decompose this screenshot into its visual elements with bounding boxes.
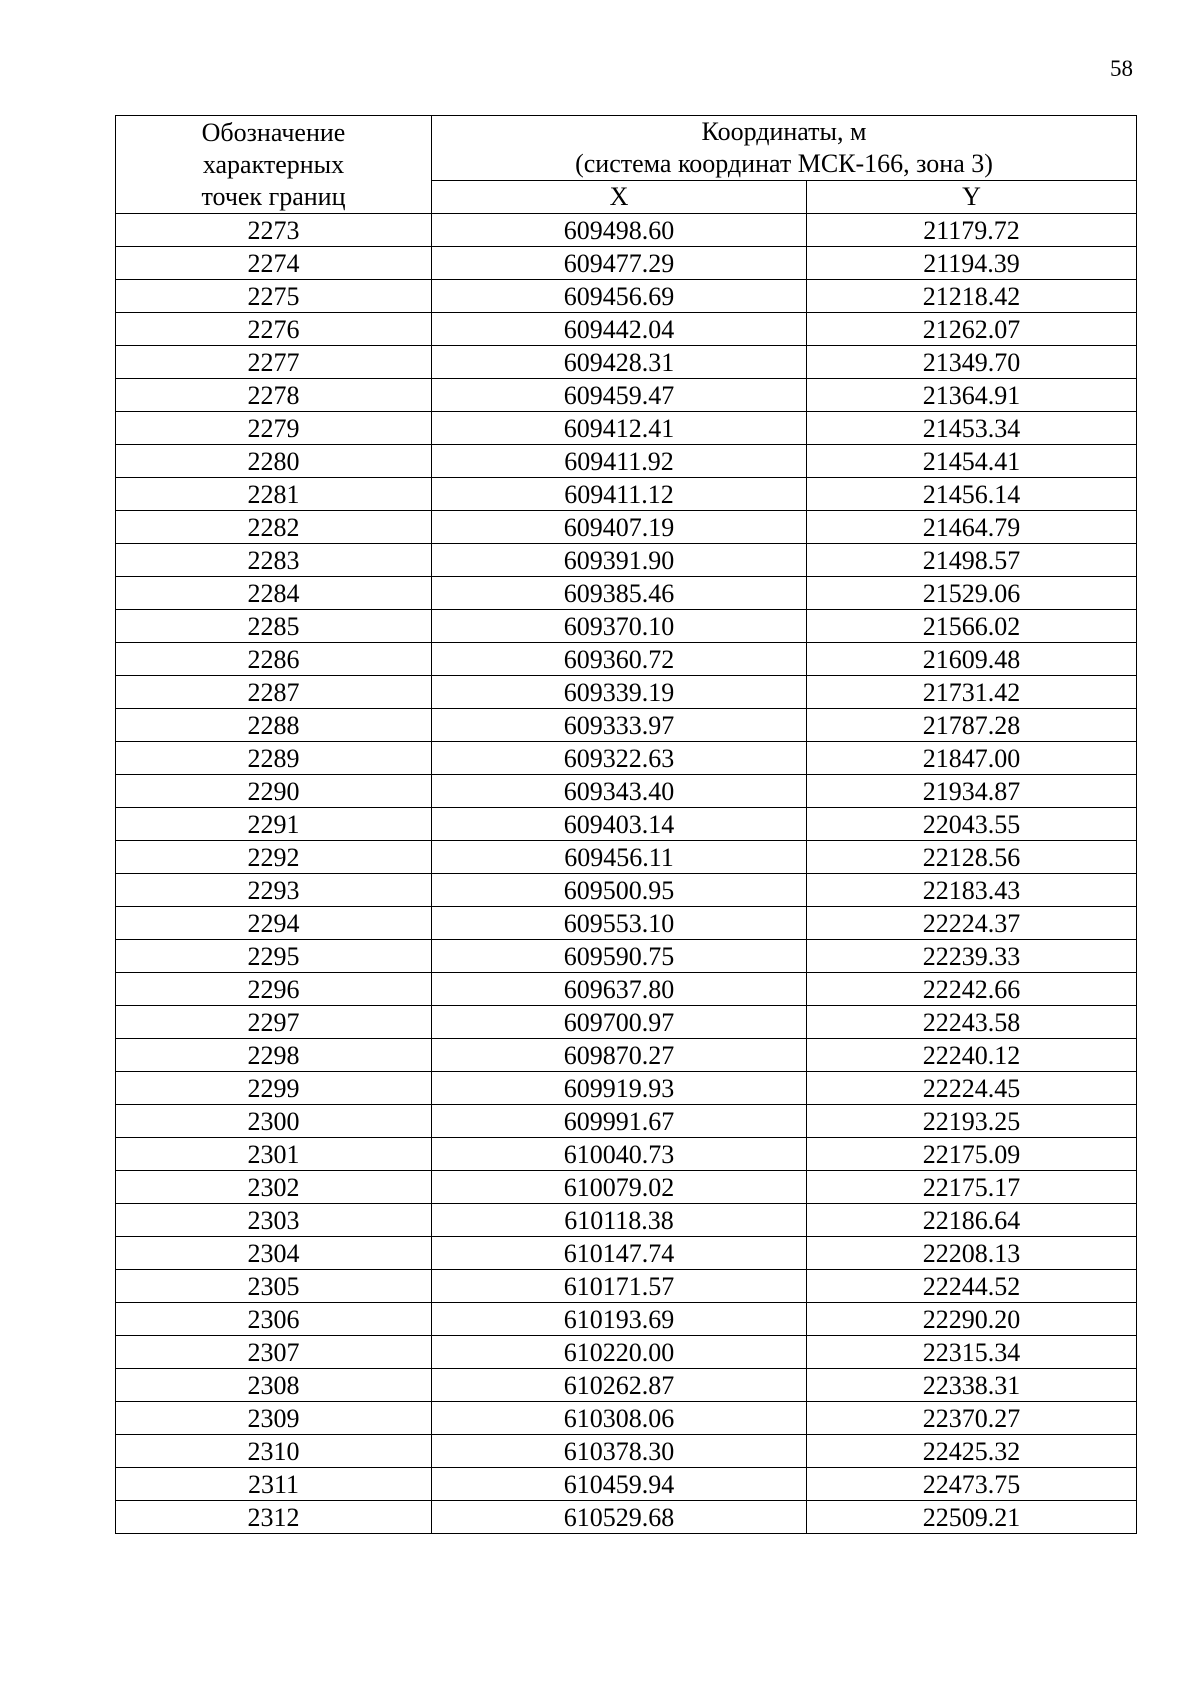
cell-x: 609411.12 bbox=[432, 478, 807, 511]
header-designation-line: характерных bbox=[202, 149, 345, 179]
cell-y: 21731.42 bbox=[807, 676, 1137, 709]
cell-y: 22338.31 bbox=[807, 1369, 1137, 1402]
table-row bbox=[116, 742, 1137, 775]
cell-x: 609407.19 bbox=[432, 511, 807, 544]
header-point-designation bbox=[116, 116, 432, 214]
cell-x: 610220.00 bbox=[432, 1336, 807, 1369]
table-row bbox=[116, 1006, 1137, 1039]
header-coordinates-title: Координаты, м bbox=[701, 117, 867, 146]
table-row bbox=[116, 478, 1137, 511]
cell-point: 2289 bbox=[116, 742, 432, 775]
cell-point: 2301 bbox=[116, 1138, 432, 1171]
cell-x: 609339.19 bbox=[432, 676, 807, 709]
table-row bbox=[116, 808, 1137, 841]
cell-point: 2288 bbox=[116, 709, 432, 742]
cell-point: 2304 bbox=[116, 1237, 432, 1270]
cell-y: 21498.57 bbox=[807, 544, 1137, 577]
table-row bbox=[116, 1369, 1137, 1402]
cell-y: 22224.37 bbox=[807, 907, 1137, 940]
table-row bbox=[116, 643, 1137, 676]
table-row bbox=[116, 1039, 1137, 1072]
cell-point: 2284 bbox=[116, 577, 432, 610]
table-row bbox=[116, 247, 1137, 280]
cell-x: 610040.73 bbox=[432, 1138, 807, 1171]
header-coordinates bbox=[432, 116, 1137, 181]
cell-x: 609385.46 bbox=[432, 577, 807, 610]
table-row bbox=[116, 676, 1137, 709]
table-row bbox=[116, 973, 1137, 1006]
cell-point: 2306 bbox=[116, 1303, 432, 1336]
table-row bbox=[116, 511, 1137, 544]
cell-point: 2298 bbox=[116, 1039, 432, 1072]
cell-x: 610171.57 bbox=[432, 1270, 807, 1303]
cell-y: 22175.09 bbox=[807, 1138, 1137, 1171]
cell-x: 609477.29 bbox=[432, 247, 807, 280]
cell-point: 2275 bbox=[116, 280, 432, 313]
cell-y: 22243.58 bbox=[807, 1006, 1137, 1039]
table-row bbox=[116, 1105, 1137, 1138]
cell-point: 2302 bbox=[116, 1171, 432, 1204]
cell-point: 2286 bbox=[116, 643, 432, 676]
cell-point: 2305 bbox=[116, 1270, 432, 1303]
cell-x: 609343.40 bbox=[432, 775, 807, 808]
table-row bbox=[116, 1402, 1137, 1435]
table-row bbox=[116, 412, 1137, 445]
cell-point: 2296 bbox=[116, 973, 432, 1006]
table-row bbox=[116, 1303, 1137, 1336]
cell-y: 22290.20 bbox=[807, 1303, 1137, 1336]
cell-point: 2287 bbox=[116, 676, 432, 709]
cell-x: 609428.31 bbox=[432, 346, 807, 379]
cell-point: 2300 bbox=[116, 1105, 432, 1138]
cell-point: 2280 bbox=[116, 445, 432, 478]
table-row bbox=[116, 1270, 1137, 1303]
cell-point: 2273 bbox=[116, 214, 432, 247]
cell-y: 21609.48 bbox=[807, 643, 1137, 676]
cell-point: 2299 bbox=[116, 1072, 432, 1105]
cell-y: 21566.02 bbox=[807, 610, 1137, 643]
cell-point: 2293 bbox=[116, 874, 432, 907]
cell-x: 609456.69 bbox=[432, 280, 807, 313]
cell-point: 2283 bbox=[116, 544, 432, 577]
cell-y: 21456.14 bbox=[807, 478, 1137, 511]
header-coordinates-system: (система координат МСК-166, зона 3) bbox=[575, 149, 993, 178]
table-row bbox=[116, 1468, 1137, 1501]
cell-x: 609498.60 bbox=[432, 214, 807, 247]
table-row bbox=[116, 907, 1137, 940]
table-row bbox=[116, 709, 1137, 742]
cell-y: 22208.13 bbox=[807, 1237, 1137, 1270]
table-row bbox=[116, 313, 1137, 346]
table-row bbox=[116, 1435, 1137, 1468]
table-row bbox=[116, 874, 1137, 907]
cell-y: 21349.70 bbox=[807, 346, 1137, 379]
cell-y: 22370.27 bbox=[807, 1402, 1137, 1435]
table-row bbox=[116, 1501, 1137, 1534]
cell-y: 22239.33 bbox=[807, 940, 1137, 973]
cell-x: 610262.87 bbox=[432, 1369, 807, 1402]
cell-point: 2277 bbox=[116, 346, 432, 379]
table-row bbox=[116, 214, 1137, 247]
table-row bbox=[116, 775, 1137, 808]
table-row bbox=[116, 379, 1137, 412]
coordinates-table bbox=[115, 115, 1137, 1534]
cell-x: 609700.97 bbox=[432, 1006, 807, 1039]
cell-point: 2285 bbox=[116, 610, 432, 643]
table-row bbox=[116, 445, 1137, 478]
table-row bbox=[116, 1204, 1137, 1237]
table-header-row bbox=[116, 116, 1137, 181]
cell-y: 21194.39 bbox=[807, 247, 1137, 280]
cell-point: 2278 bbox=[116, 379, 432, 412]
cell-point: 2281 bbox=[116, 478, 432, 511]
table-row bbox=[116, 1336, 1137, 1369]
table-row bbox=[116, 280, 1137, 313]
table-row bbox=[116, 1138, 1137, 1171]
cell-y: 22425.32 bbox=[807, 1435, 1137, 1468]
header-x: X bbox=[432, 181, 807, 214]
cell-x: 609456.11 bbox=[432, 841, 807, 874]
cell-y: 21529.06 bbox=[807, 577, 1137, 610]
cell-point: 2312 bbox=[116, 1501, 432, 1534]
cell-x: 610308.06 bbox=[432, 1402, 807, 1435]
cell-y: 21453.34 bbox=[807, 412, 1137, 445]
cell-x: 609333.97 bbox=[432, 709, 807, 742]
page-number: 58 bbox=[1110, 56, 1133, 81]
cell-x: 609403.14 bbox=[432, 808, 807, 841]
cell-x: 609411.92 bbox=[432, 445, 807, 478]
cell-x: 609991.67 bbox=[432, 1105, 807, 1138]
cell-y: 22240.12 bbox=[807, 1039, 1137, 1072]
cell-x: 610529.68 bbox=[432, 1501, 807, 1534]
cell-x: 610193.69 bbox=[432, 1303, 807, 1336]
table-row bbox=[116, 1171, 1137, 1204]
cell-x: 610147.74 bbox=[432, 1237, 807, 1270]
cell-point: 2307 bbox=[116, 1336, 432, 1369]
cell-point: 2290 bbox=[116, 775, 432, 808]
cell-x: 609553.10 bbox=[432, 907, 807, 940]
cell-point: 2282 bbox=[116, 511, 432, 544]
cell-x: 610459.94 bbox=[432, 1468, 807, 1501]
table-row bbox=[116, 577, 1137, 610]
cell-x: 609637.80 bbox=[432, 973, 807, 1006]
table-row bbox=[116, 1237, 1137, 1270]
cell-y: 22043.55 bbox=[807, 808, 1137, 841]
cell-point: 2295 bbox=[116, 940, 432, 973]
header-designation-line: Обозначение bbox=[201, 117, 346, 147]
cell-x: 610079.02 bbox=[432, 1171, 807, 1204]
cell-point: 2297 bbox=[116, 1006, 432, 1039]
cell-point: 2309 bbox=[116, 1402, 432, 1435]
table-row bbox=[116, 1072, 1137, 1105]
cell-x: 609391.90 bbox=[432, 544, 807, 577]
cell-x: 609412.41 bbox=[432, 412, 807, 445]
cell-x: 609870.27 bbox=[432, 1039, 807, 1072]
cell-y: 21787.28 bbox=[807, 709, 1137, 742]
table-row bbox=[116, 346, 1137, 379]
cell-y: 21847.00 bbox=[807, 742, 1137, 775]
cell-x: 609919.93 bbox=[432, 1072, 807, 1105]
cell-point: 2276 bbox=[116, 313, 432, 346]
cell-y: 21364.91 bbox=[807, 379, 1137, 412]
cell-y: 22244.52 bbox=[807, 1270, 1137, 1303]
cell-x: 609360.72 bbox=[432, 643, 807, 676]
cell-y: 21262.07 bbox=[807, 313, 1137, 346]
cell-y: 22175.17 bbox=[807, 1171, 1137, 1204]
cell-y: 21454.41 bbox=[807, 445, 1137, 478]
cell-y: 22315.34 bbox=[807, 1336, 1137, 1369]
cell-y: 22128.56 bbox=[807, 841, 1137, 874]
header-designation-line: точек границ bbox=[201, 181, 346, 211]
cell-point: 2311 bbox=[116, 1468, 432, 1501]
table-row bbox=[116, 940, 1137, 973]
cell-point: 2310 bbox=[116, 1435, 432, 1468]
cell-x: 609370.10 bbox=[432, 610, 807, 643]
cell-y: 22242.66 bbox=[807, 973, 1137, 1006]
cell-y: 22183.43 bbox=[807, 874, 1137, 907]
cell-y: 21464.79 bbox=[807, 511, 1137, 544]
cell-y: 21179.72 bbox=[807, 214, 1137, 247]
cell-point: 2274 bbox=[116, 247, 432, 280]
cell-point: 2308 bbox=[116, 1369, 432, 1402]
cell-y: 22186.64 bbox=[807, 1204, 1137, 1237]
cell-x: 609590.75 bbox=[432, 940, 807, 973]
table-row bbox=[116, 841, 1137, 874]
cell-point: 2292 bbox=[116, 841, 432, 874]
table-body bbox=[116, 214, 1137, 1534]
cell-point: 2291 bbox=[116, 808, 432, 841]
cell-point: 2303 bbox=[116, 1204, 432, 1237]
header-y: Y bbox=[807, 181, 1137, 214]
cell-point: 2294 bbox=[116, 907, 432, 940]
cell-y: 22509.21 bbox=[807, 1501, 1137, 1534]
table-row bbox=[116, 544, 1137, 577]
cell-x: 609442.04 bbox=[432, 313, 807, 346]
cell-y: 22193.25 bbox=[807, 1105, 1137, 1138]
cell-y: 21934.87 bbox=[807, 775, 1137, 808]
cell-y: 22224.45 bbox=[807, 1072, 1137, 1105]
cell-y: 22473.75 bbox=[807, 1468, 1137, 1501]
cell-x: 609322.63 bbox=[432, 742, 807, 775]
cell-x: 610378.30 bbox=[432, 1435, 807, 1468]
table-row bbox=[116, 610, 1137, 643]
cell-y: 21218.42 bbox=[807, 280, 1137, 313]
cell-x: 609459.47 bbox=[432, 379, 807, 412]
cell-point: 2279 bbox=[116, 412, 432, 445]
cell-x: 609500.95 bbox=[432, 874, 807, 907]
cell-x: 610118.38 bbox=[432, 1204, 807, 1237]
